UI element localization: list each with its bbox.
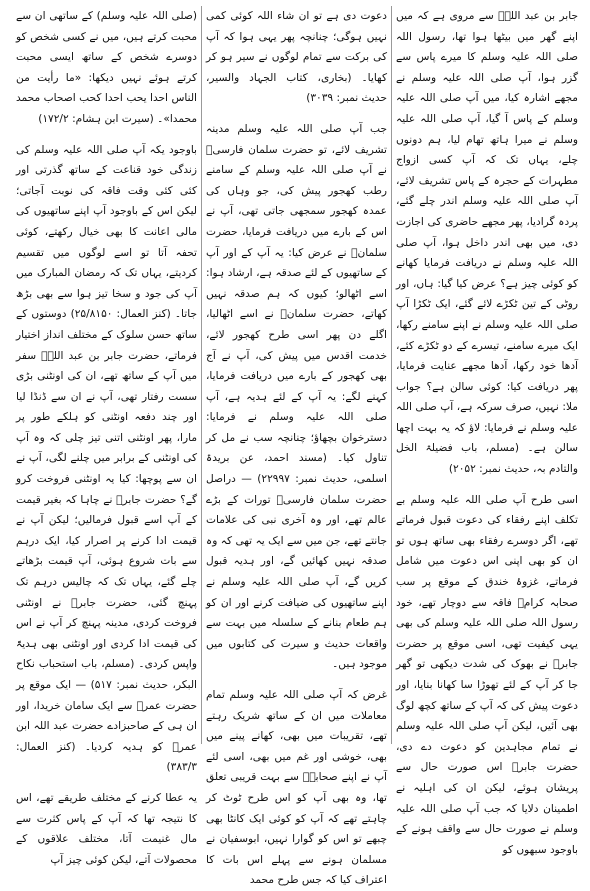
paragraph: غرض کہ آپ صلی اللہ علیہ وسلم تمام معاملات میں ان کے ساتھ شریک رہتے تھے، تقریبات میں بھی، کھانے پینے میں بھی، خوشی اور غم میں بھی، اسی لئے آپ نے اپنے صحابہؓ سے بہت قریبی تعلق تھا، وہ بھی آپ کو اس طرح ٹوٹ کر چاہتے تھے کہ آپ کو کوئی ایک کانٹا بھی چبھے تو اس کو گوارا نہیں، ابوسفیان نے مسلمان ہونے سے پہلے اس بات کا اعتراف کیا کہ جس طرح محمد xyxy=(206,689,387,887)
text-column-left xyxy=(12,6,202,866)
paragraph-gap xyxy=(206,677,387,685)
paragraph-gap xyxy=(16,780,197,788)
paragraph: جب آپ صلی اللہ علیہ وسلم مدینہ تشریف لائے، تو حضرت سلمان فارسیؓ نے آپ صلی اللہ علیہ وسلم کے سامنے رطب کھجور پیش کی، جو وہاں کی عمدہ کھجور سمجھی جاتی تھی، آپ نے اس کے بارے میں دریافت فرمایا، حضرت سلمانؓ نے عرض کیا: یہ آپ کے اور آپ کے ساتھیوں کے لئے صدقہ ہے، ارشاد ہوا: اسے اٹھالو؛ کیوں کہ ہم صدقہ نہیں کھاتے، حضرت سلمانؓ نے اسے اٹھالیا، اگلے دن پھر اسی طرح کھجور لائے، خدمت اقدس میں پیش کی، آپ نے آج بھی کھجور کے بارے میں دریافت فرمایا، کہنے لگے: یہ آپ کے لئے ہدیہ ہے، آپ صلی اللہ علیہ وسلم نے فرمایا: دسترخوان بچھاؤ؛ چنانچہ سب نے مل کر تناول کیا۔ (مسند احمد، عن بریدۃ اسلمی، حدیث نمبر: ۲۲۹۹۷) — دراصل حضرت سلمان فارسیؓ تورات کے بڑے عالم تھے، اور وہ آخری نبی کی علامات جانتے تھے، جن میں سے ایک یہ تھی کہ وہ صدقہ نہیں کھائیں گے، اور ہدیہ قبول کریں گے، آپ صلی اللہ علیہ وسلم نے اپنے ساتھیوں کی ضیافت کرنے اور ان کو ہم طعام بنانے کے سلسلہ میں بہت سے واقعات حدیث و سیرت کی کتابوں میں موجود ہیں۔ xyxy=(206,122,387,671)
paragraph-gap xyxy=(206,111,387,119)
paragraph: (صلی اللہ علیہ وسلم) کے ساتھی ان سے محبت کرتے ہیں، میں نے کسی شخص کو دوسرے شخص کے ساتھ ایسی محبت کرتے ہوئے نہیں دیکھا: «ما رأیت من الناس احدا یحب احدا کحب اصحاب محمد محمدا»۔ (سیرت ابن ہشام: ۱۷۲/۲) xyxy=(16,10,197,125)
paragraph: یہ عطا کرنے کے مختلف طریقے تھے، اس کا نتیجہ تھا کہ آپ کے پاس کثرت سے مال غنیمت آتا، مختلف علاقوں کے محصولات آتے، لیکن کوئی چیز آپ xyxy=(16,791,197,866)
paragraph: دعوت دی ہے تو ان شاء اللہ کوئی کمی نہیں ہوگی؛ چنانچہ پھر یہی ہوا کہ آپ کی برکت سے تمام لوگوں نے سیر ہو کر کھایا۔ (بخاری، کتاب الجہاد والسیر، حدیث نمبر: ۳۰۳۹) xyxy=(206,10,387,105)
paragraph-gap xyxy=(396,482,578,490)
paragraph: اسی طرح آپ صلی اللہ علیہ وسلم بے تکلف اپنے رفقاء کی دعوت قبول فرماتے تھے، اگر دوسرے رفقاء بھی ساتھ ہوں تو ان کو بھی اپنی اس دعوت میں شامل فرماتے، غزوۂ خندق کے موقع پر سب صحابہ کرامؓ فاقہ سے دوچار تھے، خود رسول اللہ صلی اللہ علیہ وسلم کی بھی یہی کیفیت تھی، اسی موقع پر حضرت جابرؓ نے بھوک کی شدت دیکھی تو گھر جا کر آپ کے لئے تھوڑا سا کھانا بنایا، اور دعوت پیش کی کہ آپ کے ساتھ کچھ لوگ بھی آئیں، لیکن آپ صلی اللہ علیہ وسلم نے تمام مجاہدین کو دعوت دے دی، حضرت جابرؓ اس صورت حال سے پریشان ہوئے، لیکن ان کی اہلیہ نے اطمینان دلایا کہ جب آپ صلی اللہ علیہ وسلم نے صورت حال سے واقف ہونے کے باوجود سبھوں کو xyxy=(396,493,578,856)
paragraph-gap xyxy=(16,132,197,140)
paragraph: جابر بن عبد اللہؓ سے مروی ہے کہ میں اپنے گھر میں بیٹھا ہوا تھا، رسول اللہ صلی اللہ علیہ وسلم کا میرے پاس سے گزر ہوا، آپ صلی اللہ علیہ وسلم نے مجھے اشارہ کیا، میں آپ صلی اللہ علیہ وسلم کے پاس آ گیا، آپ صلی اللہ علیہ وسلم نے میرا ہاتھ تھام لیا، ہم دونوں چلے، یہاں تک کہ آپ کسی ازواج مطہرات کے حجرہ کے پاس تشریف لائے، آپ صلی اللہ علیہ وسلم اندر چلے گئے، پردہ گرادیا، پھر مجھے حاضری کی اجازت دی، میں بھی اندر داخل ہوا، آپ صلی اللہ علیہ وسلم نے دریافت فرمایا کھانے کو کوئی چیز ہے؟ عرض کیا گیا: ہاں، اور روٹی کے تین ٹکڑے لائے گئے، ایک ٹکڑا آپ صلی اللہ علیہ وسلم نے اپنے سامنے رکھا، ایک میرے سامنے، تیسرے کے دو ٹکڑے کئے، آدھا خود رکھا، آدھا مجھے عنایت فرمایا، پھر دریافت کیا: کوئی سالن ہے؟ جواب ملا: نہیں، صرف سرکہ ہے، آپ صلی اللہ علیہ وسلم نے فرمایا: لاؤ کہ یہ بہت اچھا سالن ہے۔ (مسلم، باب فضیلۃ الخل والتادم بہ، حدیث نمبر: ۲۰۵۲) xyxy=(396,10,578,476)
text-column-right xyxy=(392,6,582,856)
paragraph: باوجود یکہ آپ صلی اللہ علیہ وسلم کی زندگی خود قناعت کے ساتھ گذرتی اور کئی کئی وقت فاقہ کی نوبت آجاتی؛ لیکن اس کے باوجود آپ اپنے ساتھیوں کی مالی اعانت کا بھی خیال رکھتے، کوئی تحفہ آتا تو اسے لوگوں میں تقسیم کردیتے، یہاں تک کہ رمضان المبارک میں آپ کی جود و سخا تیز ہوا سے بھی بڑھ جاتا۔ (کنز العمال: ۲۵/۸۱۵۰) دوستوں کے ساتھ حسن سلوک کے مختلف انداز اختیار فرماتے، حضرت جابر بن عبد اللہؓ سفر میں آپ کے ساتھ تھے، ان کی اونٹنی بڑی سست رفتار تھی، آپ نے ان سے ڈنڈا لیا اور چند دفعہ اونٹنی کو ہلکے طور پر مارا، پھر اونٹنی اتنی تیز چلی کہ وہ آپ کی اونٹنی کے برابر میں چلنے لگی، آپ نے ان سے پوچھا: کیا یہ اونٹنی فروخت کرو گے؟ حضرت جابرؓ نے چاہا کہ بغیر قیمت کے آپ اسے قبول فرمالیں؛ لیکن آپ نے قیمت ادا کرنے پر اصرار کیا، ایک درہم سے بات شروع ہوئی، آپ قیمت بڑھاتے چلے گئے، یہاں تک کہ چالیس درہم تک پہنچ گئی، حضرت جابرؓ نے اونٹنی فروخت کردی، مدینہ پہنچ کر آپ نے اس کی قیمت ادا کردی اور اونٹنی بھی ہدیۃً واپس کردی۔ (مسلم، باب استحباب نکاح البکر، حدیث نمبر: ۵۱۷) — ایک موقع پر حضرت عمرؓ سے ایک سامان خریدا، اور ان ہی کے صاحبزادے حضرت عبد اللہ ابن عمرؓ کو ہدیہ کردیا۔ (کنز العمال: ۳۸۳/۳) xyxy=(16,143,198,774)
text-column-middle xyxy=(202,6,392,887)
